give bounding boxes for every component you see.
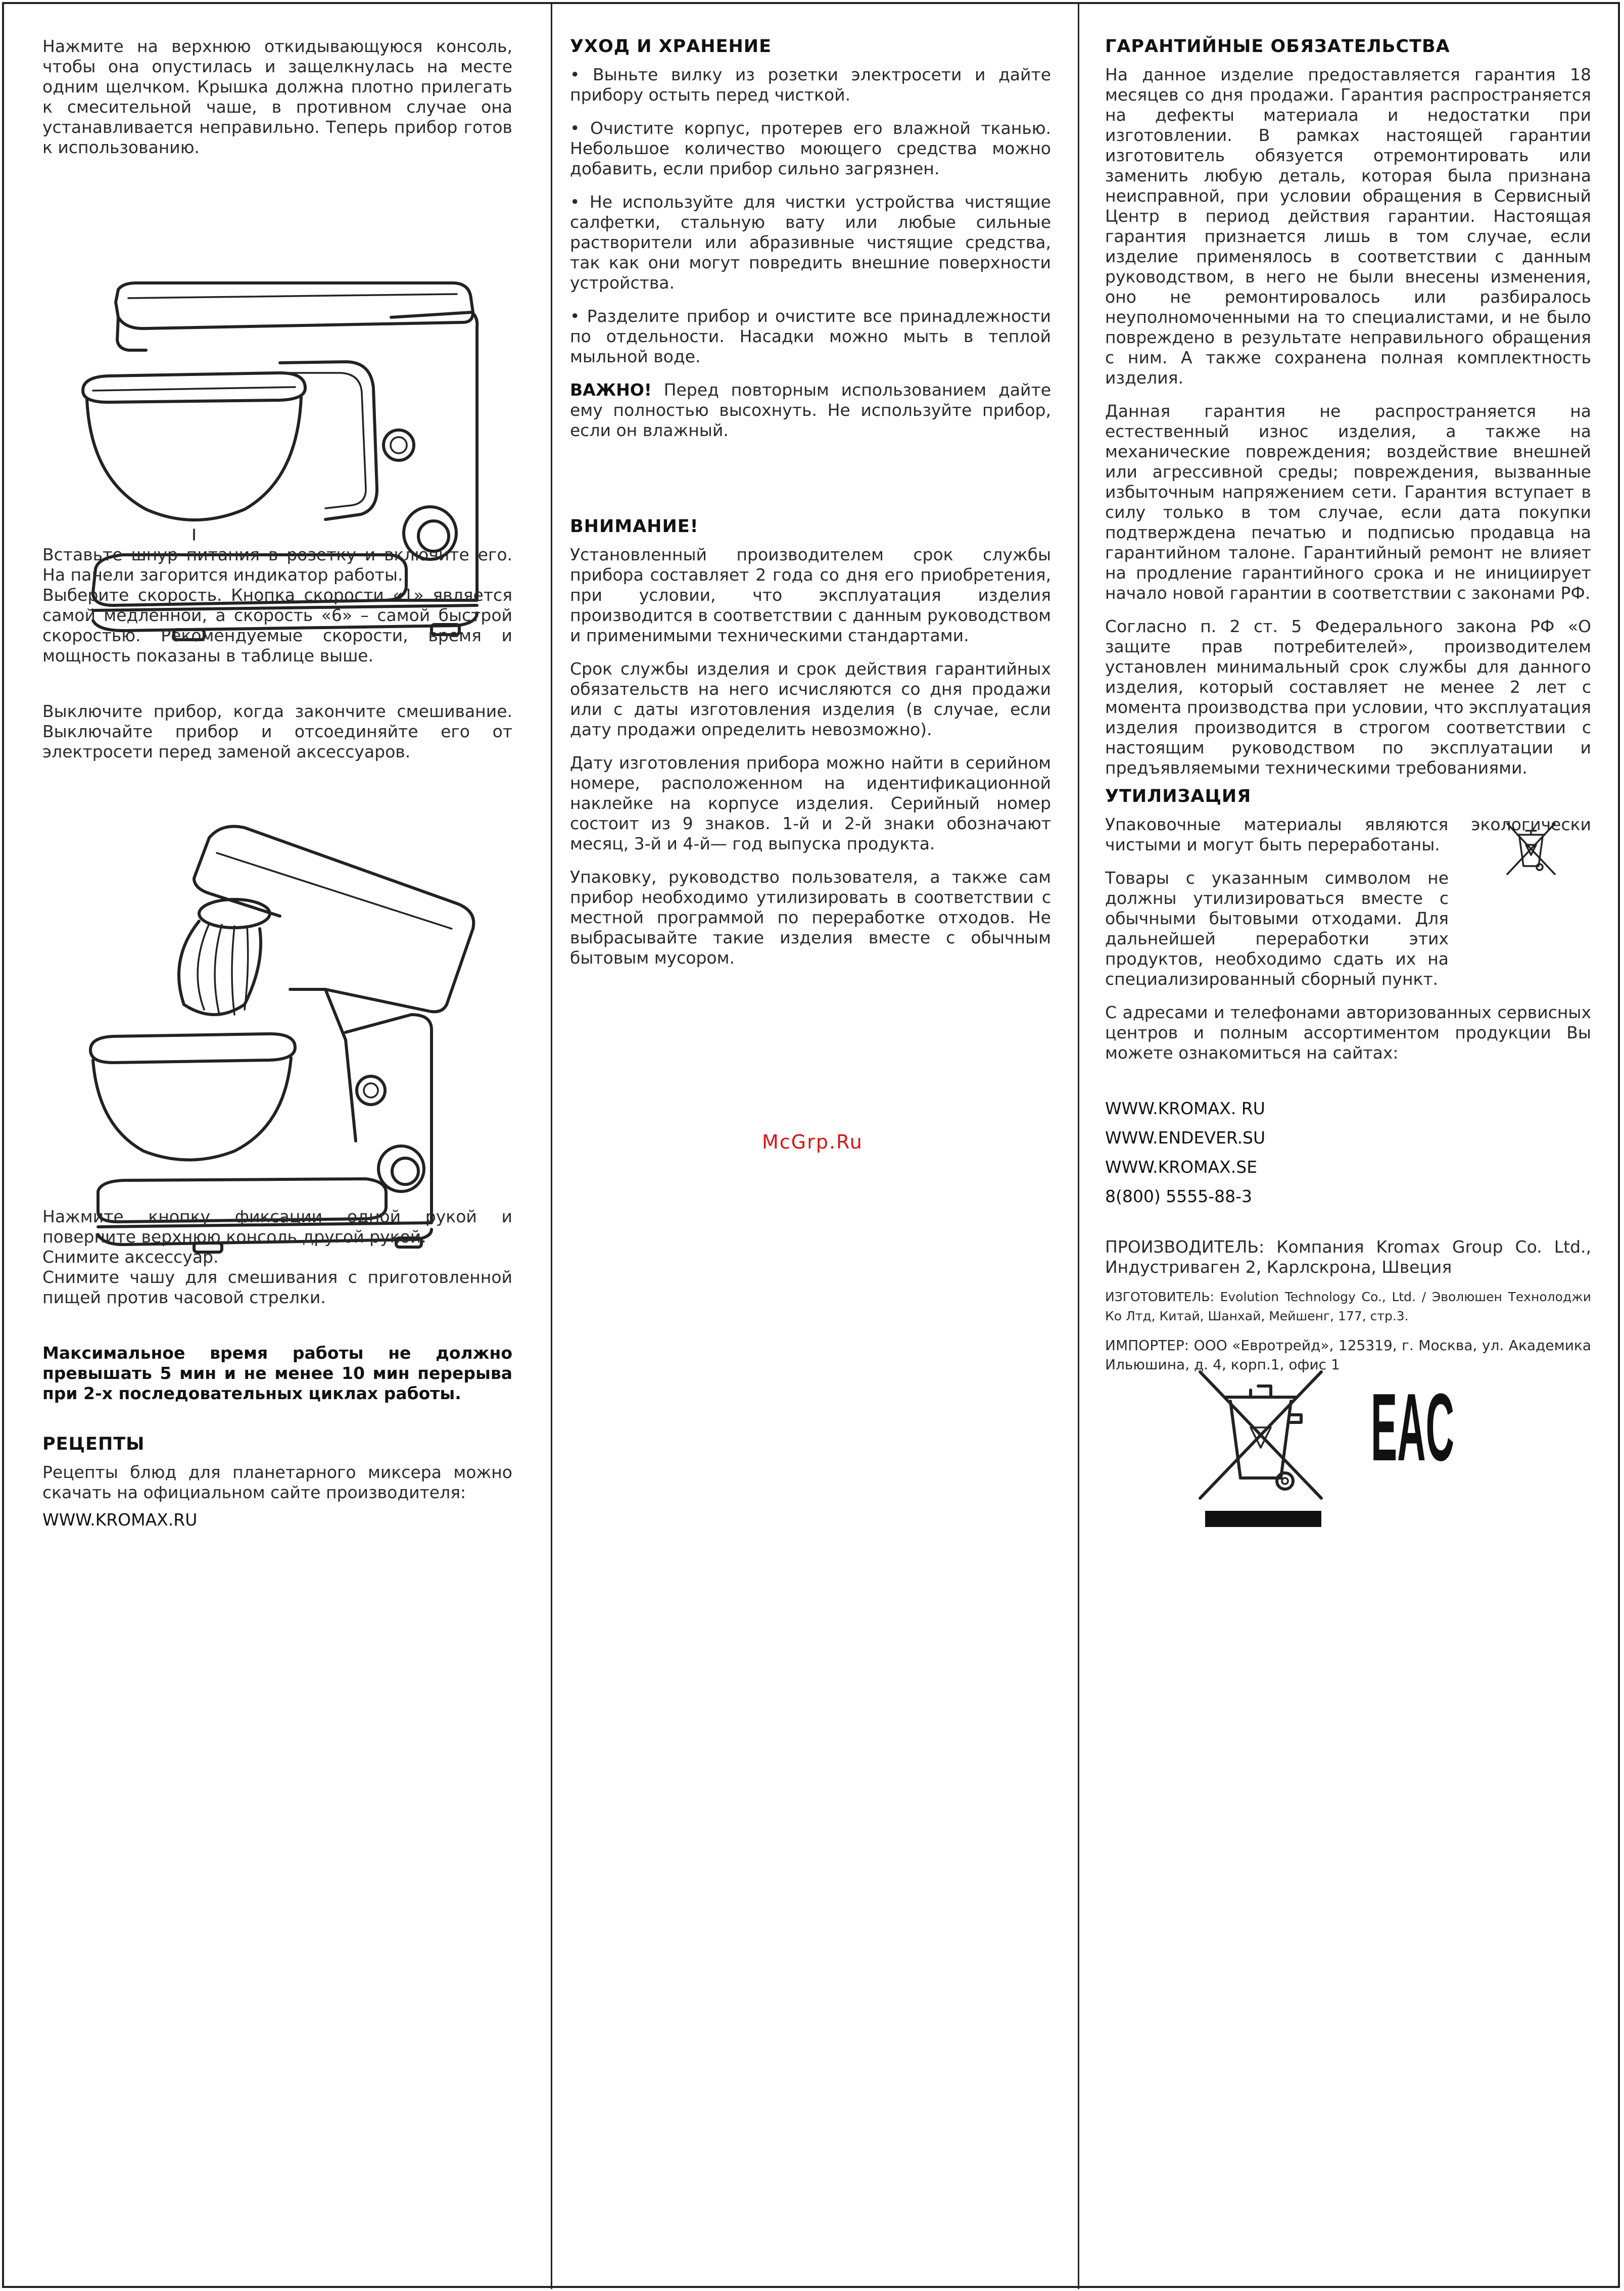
column-divider xyxy=(551,2,552,2289)
instruction-paragraph: Снимите аксессуар. xyxy=(42,1247,219,1267)
care-heading: УХОД И ХРАНЕНИЕ xyxy=(570,36,772,57)
site-link-kromax-ru[interactable]: WWW.KROMAX. RU xyxy=(1105,1099,1265,1118)
eac-mark-text: EAC xyxy=(1371,1374,1454,1481)
attention-paragraph: Срок службы изделия и срок действия гарантийных обязательств на него исчисляются со дня продажи или с даты изготовления изделия (в случае, если дату продажи определить невозможно). xyxy=(570,659,1051,739)
column-divider xyxy=(1078,2,1079,2289)
site-link-endever[interactable]: WWW.ENDEVER.SU xyxy=(1105,1128,1266,1148)
disposal-paragraph: Товары с указанным символом не должны утилизироваться вместе с обычными бытовыми отходами. Для дальнейшей переработки этих продуктов, необходимо сдать их на специализированный сборный пункт. xyxy=(1105,868,1449,989)
recipes-heading: РЕЦЕПТЫ xyxy=(42,1434,145,1454)
disposal-paragraph: Упаковочные материалы являются экологически чистыми и могут быть переработаны. xyxy=(1105,815,1591,854)
attention-paragraph: Установленный производителем срок службы прибора составляет 2 года со дня его приобретения, при условии, что эксплуатация изделия производится в соответствии с данным руководством и применимыми техническими стандартами. xyxy=(570,545,1051,645)
recipes-site-link[interactable]: WWW.KROMAX.RU xyxy=(42,1510,198,1530)
watermark: McGrp.Ru xyxy=(762,1131,863,1153)
manufacturer-info: ИЗГОТОВИТЕЛЬ: Evolution Technology Co., Ltd. / Эволюшен Технолоджи Ко Лтд, Китай, Шанхай, Мейшенг, 177, стр.3. xyxy=(1105,1290,1591,1323)
stand-mixer-closed-icon xyxy=(42,166,512,530)
warranty-paragraph: Согласно п. 2 ст. 5 Федерального закона РФ «О защите прав потребителей», производителем установлен минимальный срок службы для данного изделия, который составляет не менее 2 лет с момента производства при условии, что эксплуатация изделия производится в строгом соответствии с настоящим руководством по эксплуатации и предъявляемыми техническими требованиями. xyxy=(1105,616,1591,778)
important-note xyxy=(570,380,1051,441)
column-1 xyxy=(42,36,512,1539)
important-text: Перед повторным использованием дайте ему полностью высохнуть. Не используйте прибор, если он влажный. xyxy=(570,380,1051,440)
instruction-paragraph: Нажмите на верхнюю откидывающуюся консоль, чтобы она опустилась и защелкнулась на месте одним щелчком. Крышка должна плотно прилегать к смесительной чаше, в противном случае она устанавливается неправильно. Теперь прибор готов к использованию. xyxy=(42,36,512,157)
eac-mark-icon xyxy=(1371,1374,1457,1481)
attention-paragraph: Упаковку, руководство пользователя, а также сам прибор необходимо утилизировать в соответствии с местной программой по переработке отходов. Не выбрасывайте такие изделия вместе с обычным бытовым мусором. xyxy=(570,867,1051,968)
care-item: • Выньте вилку из розетки электросети и дайте прибору остыть перед чисткой. xyxy=(570,65,1051,105)
warranty-paragraph: Данная гарантия не распространяется на естественный износ изделия, а также на механические повреждения; воздействие внешней или агрессивной среды; повреждения, вызванные избыточным напряжением сети. Гарантия вступает в силу только в том случае, если дата покупки подтверждена печатью и подписью продавца на гарантийном талоне. Гарантийный ремонт не влияет на продление гарантийного срока и не инициирует начало новой гарантии в соответствии с законами РФ. xyxy=(1105,401,1591,603)
warranty-paragraph: На данное изделие предоставляется гарантия 18 месяцев со дня продажи. Гарантия распространяется на дефекты материала и недостатки при изготовлении. В рамках настоящей гарантии изготовитель обязуется отремонтировать или заменить любую деталь, которая была признана неисправной, при условии обращения в Сервисный Центр в период действия гарантии. Настоящая гарантия признается лишь в том случае, если изделие применялось в соответствии с данным руководством, в него не были внесены изменения, оно не ремонтировалось или разбиралось неуполномоченными на то специалистами, и не было повреждено в результате неправильного обращения с ним. А также сохранена полная комплектность изделия. xyxy=(1105,65,1591,388)
recipes-paragraph: Рецепты блюд для планетарного миксера можно скачать на официальном сайте производителя: xyxy=(42,1462,512,1502)
weee-bar xyxy=(1205,1511,1321,1527)
crossed-bin-icon xyxy=(1503,820,1559,878)
site-link-kromax-se[interactable]: WWW.KROMAX.SE xyxy=(1105,1157,1258,1177)
importer-info: ИМПОРТЕР: ООО «Евротрейд», 125319, г. Москва, ул. Академика Ильюшина, д. 4, корп.1, офис 1 xyxy=(1105,1337,1591,1373)
warranty-heading: ГАРАНТИЙНЫЕ ОБЯЗАТЕЛЬСТВА xyxy=(1105,36,1450,57)
care-item: • Очистите корпус, протерев его влажной тканью. Небольшое количество моющего средства можно добавить, если прибор сильно загрязнен. xyxy=(570,118,1051,178)
instruction-paragraph: Выберите скорость. Кнопка скорости «1» является самой медленной, а скорость «6» – самой быстрой скоростью. Рекомендуемые скорости, время и мощность показаны в таблице выше. xyxy=(42,585,512,665)
instruction-paragraph: Выключите прибор, когда закончите смешивание. Выключайте прибор и отсоединяйте его от электросети перед заменой аксессуаров. xyxy=(42,701,512,761)
disposal-paragraph: С адресами и телефонами авторизованных сервисных центров и полным ассортиментом продукции Вы можете ознакомиться на сайтах: xyxy=(1105,1003,1591,1063)
important-label: ВАЖНО! xyxy=(570,380,652,400)
producer-info: ПРОИЗВОДИТЕЛЬ: Компания Kromax Group Co. Ltd., Индустриваген 2, Карлскрона, Швеция xyxy=(1105,1237,1591,1277)
care-item: • Не используйте для чистки устройства чистящие салфетки, стальную вату или любые сильные растворители или абразивные чистящие средства, так как они могут повредить внешние поверхности устройства. xyxy=(570,192,1051,293)
max-runtime-warning: Максимальное время работы не должно превышать 5 мин и не менее 10 мин перерыва при 2-х последовательных циклах работы. xyxy=(42,1343,512,1403)
instruction-paragraph: Вставьте шнур питания в розетку и включите его. На панели загорится индикатор работы. xyxy=(42,545,512,585)
crossed-bin-icon xyxy=(1195,1367,1331,1529)
service-phone: 8(800) 5555-88-3 xyxy=(1105,1186,1253,1206)
attention-heading: ВНИМАНИЕ! xyxy=(570,516,699,537)
disposal-heading: УТИЛИЗАЦИЯ xyxy=(1105,786,1252,806)
care-item: • Разделите прибор и очистите все принадлежности по отдельности. Насадки можно мыть в теплой мыльной воде. xyxy=(570,306,1051,366)
attention-paragraph: Дату изготовления прибора можно найти в серийном номере, расположенном на идентификационной наклейке на корпусе изделия. Серийный номер состоит из 9 знаков. 1-й и 2-й знаки обозначают месяц, 3-й и 4-й— год выпуска продукта. xyxy=(570,753,1051,853)
column-2 xyxy=(570,36,1051,981)
column-3 xyxy=(1105,36,1591,1388)
instruction-paragraph: Нажмите кнопку фиксации одной рукой и поверните верхнюю консоль другой рукой. xyxy=(42,1207,512,1247)
instruction-paragraph: Снимите чашу для смешивания с приготовленной пищей против часовой стрелки. xyxy=(42,1267,512,1307)
stand-mixer-open-icon xyxy=(42,777,512,1202)
